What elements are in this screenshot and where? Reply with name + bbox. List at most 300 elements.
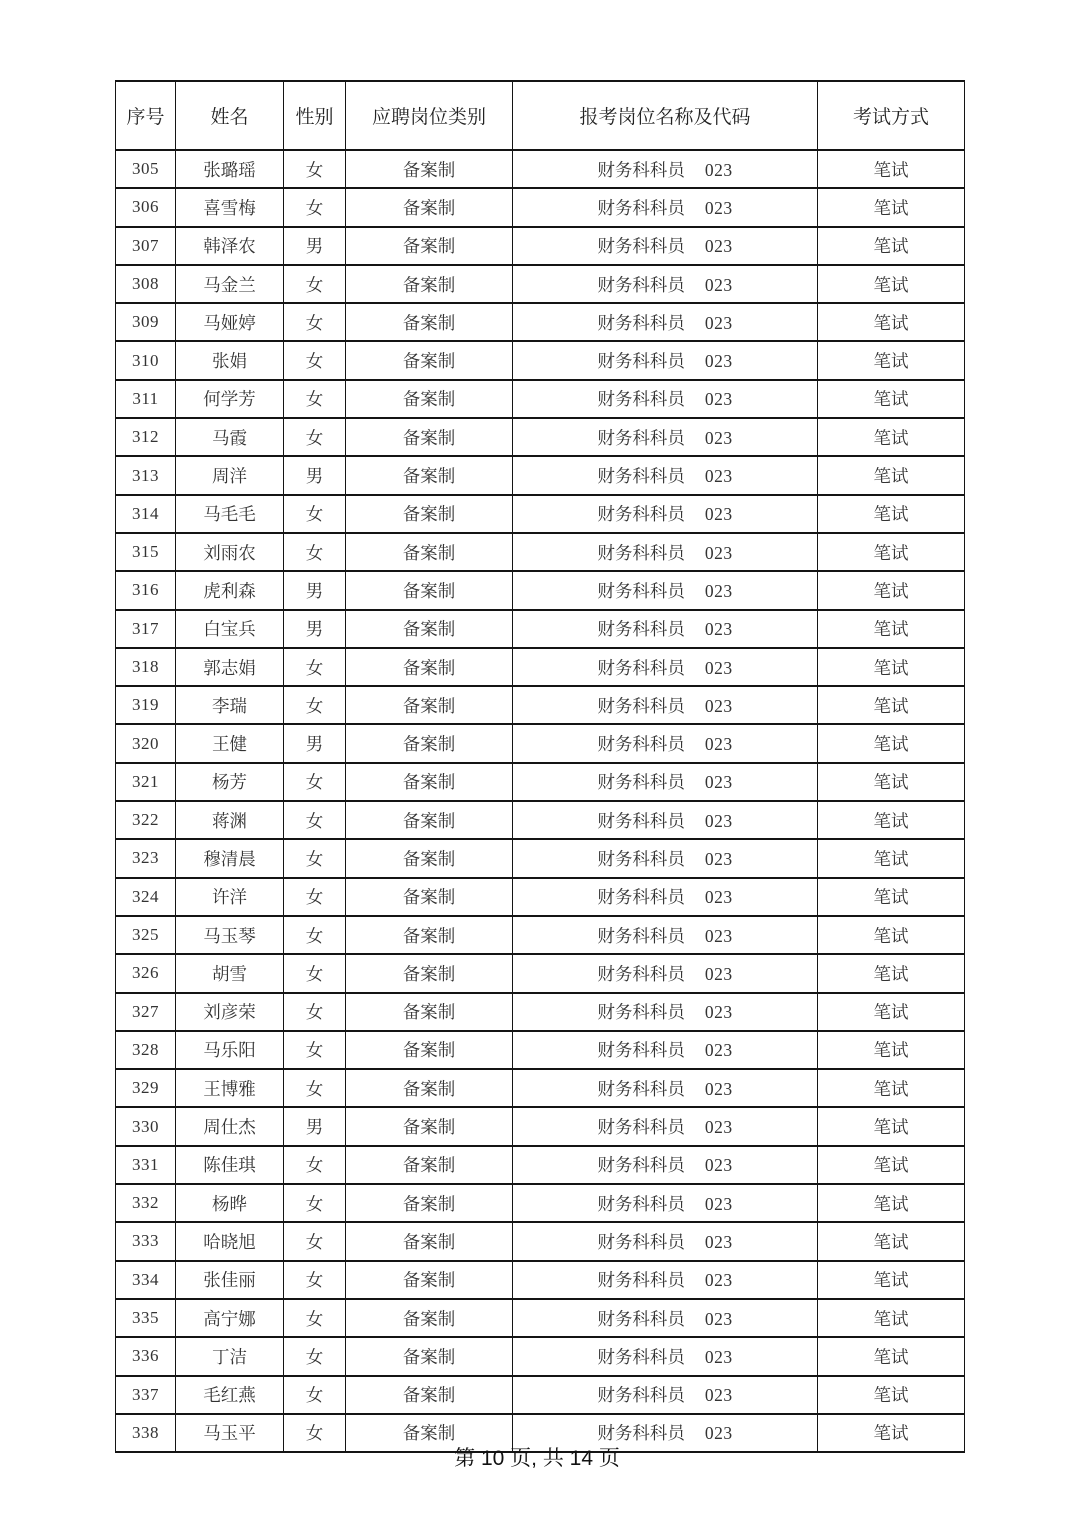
position-name: 财务科科员 [597, 925, 685, 946]
table-row [116, 227, 965, 265]
position-code: 023 [704, 236, 733, 257]
cell-name: 韩泽农 [176, 227, 284, 265]
position-code: 023 [704, 427, 733, 448]
cell-category: 备案制 [346, 878, 513, 916]
cell-exam: 笔试 [818, 533, 965, 571]
position-code: 023 [704, 1193, 733, 1214]
cell-serial: 325 [116, 916, 176, 954]
cell-serial: 337 [116, 1376, 176, 1414]
cell-exam: 笔试 [818, 341, 965, 379]
cell-gender: 女 [284, 418, 346, 456]
cell-category: 备案制 [346, 227, 513, 265]
position-name: 财务科科员 [597, 504, 685, 525]
position-name: 财务科科员 [597, 351, 685, 372]
position-code: 023 [704, 848, 733, 869]
cell-name: 郭志娟 [176, 648, 284, 686]
col-header-serial: 序号 [116, 81, 176, 150]
cell-name: 陈佳琪 [176, 1146, 284, 1184]
cell-position [513, 227, 818, 265]
cell-name: 蒋渊 [176, 801, 284, 839]
cell-exam: 笔试 [818, 686, 965, 724]
cell-category: 备案制 [346, 341, 513, 379]
cell-serial: 308 [116, 265, 176, 303]
position-code: 023 [704, 619, 733, 640]
cell-position [513, 878, 818, 916]
cell-position [513, 380, 818, 418]
cell-serial: 319 [116, 686, 176, 724]
applicants-table [115, 80, 965, 1453]
cell-category: 备案制 [346, 456, 513, 494]
cell-exam: 笔试 [818, 1222, 965, 1260]
position-code: 023 [704, 1308, 733, 1329]
table-body [116, 150, 965, 1452]
cell-gender: 女 [284, 801, 346, 839]
table-row [116, 1031, 965, 1069]
position-code: 023 [704, 1117, 733, 1138]
cell-serial: 314 [116, 495, 176, 533]
cell-category: 备案制 [346, 993, 513, 1031]
cell-exam: 笔试 [818, 1031, 965, 1069]
table-row [116, 916, 965, 954]
page-indicator: 第 10 页, 共 14 页 [454, 1447, 620, 1470]
cell-exam: 笔试 [818, 1261, 965, 1299]
cell-name: 许洋 [176, 878, 284, 916]
position-code: 023 [704, 274, 733, 295]
cell-exam: 笔试 [818, 954, 965, 992]
table-row [116, 1107, 965, 1145]
cell-name: 胡雪 [176, 954, 284, 992]
cell-category: 备案制 [346, 648, 513, 686]
cell-exam: 笔试 [818, 1376, 965, 1414]
position-code: 023 [704, 810, 733, 831]
position-code: 023 [704, 887, 733, 908]
cell-position [513, 1184, 818, 1222]
cell-name: 张佳丽 [176, 1261, 284, 1299]
cell-name: 刘彦荣 [176, 993, 284, 1031]
cell-gender: 女 [284, 878, 346, 916]
position-code: 023 [704, 925, 733, 946]
cell-category: 备案制 [346, 1299, 513, 1337]
applicant-roster-sheet [115, 80, 965, 1453]
cell-serial: 312 [116, 418, 176, 456]
cell-position [513, 1107, 818, 1145]
cell-position [513, 916, 818, 954]
cell-name: 高宁娜 [176, 1299, 284, 1337]
cell-gender: 女 [284, 188, 346, 226]
cell-name: 杨晔 [176, 1184, 284, 1222]
cell-gender: 女 [284, 380, 346, 418]
cell-exam: 笔试 [818, 1184, 965, 1222]
cell-gender: 女 [284, 1184, 346, 1222]
cell-serial: 332 [116, 1184, 176, 1222]
cell-serial: 335 [116, 1299, 176, 1337]
cell-gender: 女 [284, 1376, 346, 1414]
cell-serial: 322 [116, 801, 176, 839]
cell-position [513, 1376, 818, 1414]
cell-position [513, 1337, 818, 1375]
table-row [116, 1222, 965, 1260]
cell-name: 丁洁 [176, 1337, 284, 1375]
cell-category: 备案制 [346, 1376, 513, 1414]
position-code: 023 [704, 734, 733, 755]
position-name: 财务科科员 [597, 1155, 685, 1176]
position-code: 023 [704, 1231, 733, 1252]
cell-category: 备案制 [346, 1184, 513, 1222]
cell-exam: 笔试 [818, 1299, 965, 1337]
cell-name: 李瑞 [176, 686, 284, 724]
table-row [116, 801, 965, 839]
cell-serial: 329 [116, 1069, 176, 1107]
cell-exam: 笔试 [818, 456, 965, 494]
position-code: 023 [704, 542, 733, 563]
cell-exam: 笔试 [818, 993, 965, 1031]
cell-serial: 311 [116, 380, 176, 418]
cell-position [513, 418, 818, 456]
cell-position [513, 724, 818, 762]
cell-serial: 317 [116, 610, 176, 648]
table-row [116, 265, 965, 303]
cell-category: 备案制 [346, 916, 513, 954]
cell-serial: 331 [116, 1146, 176, 1184]
cell-gender: 女 [284, 1337, 346, 1375]
cell-position [513, 993, 818, 1031]
cell-exam: 笔试 [818, 1414, 965, 1452]
cell-category: 备案制 [346, 1031, 513, 1069]
cell-position [513, 265, 818, 303]
position-name: 财务科科员 [597, 427, 685, 448]
cell-category: 备案制 [346, 839, 513, 877]
table-row [116, 571, 965, 609]
position-name: 财务科科员 [597, 1308, 685, 1329]
col-header-position: 报考岗位名称及代码 [513, 81, 818, 150]
table-header [116, 81, 965, 150]
position-name: 财务科科员 [597, 848, 685, 869]
cell-name: 马金兰 [176, 265, 284, 303]
cell-serial: 321 [116, 763, 176, 801]
cell-exam: 笔试 [818, 380, 965, 418]
position-name: 财务科科员 [597, 580, 685, 601]
position-name: 财务科科员 [597, 542, 685, 563]
table-row [116, 1299, 965, 1337]
table-row [116, 303, 965, 341]
position-code: 023 [704, 466, 733, 487]
cell-name: 马霞 [176, 418, 284, 456]
col-header-gender: 性别 [284, 81, 346, 150]
cell-category: 备案制 [346, 1107, 513, 1145]
cell-exam: 笔试 [818, 188, 965, 226]
cell-serial: 327 [116, 993, 176, 1031]
cell-serial: 305 [116, 150, 176, 188]
cell-category: 备案制 [346, 188, 513, 226]
cell-exam: 笔试 [818, 1337, 965, 1375]
cell-gender: 女 [284, 1069, 346, 1107]
table-row [116, 686, 965, 724]
cell-category: 备案制 [346, 1146, 513, 1184]
table-row [116, 993, 965, 1031]
cell-position [513, 533, 818, 571]
cell-gender: 女 [284, 916, 346, 954]
position-name: 财务科科员 [597, 887, 685, 908]
cell-position [513, 571, 818, 609]
position-name: 财务科科员 [597, 1002, 685, 1023]
cell-exam: 笔试 [818, 227, 965, 265]
cell-serial: 334 [116, 1261, 176, 1299]
position-name: 财务科科员 [597, 1117, 685, 1138]
position-name: 财务科科员 [597, 1231, 685, 1252]
position-code: 023 [704, 1270, 733, 1291]
cell-category: 备案制 [346, 1337, 513, 1375]
cell-position [513, 1222, 818, 1260]
cell-position [513, 839, 818, 877]
cell-name: 杨芳 [176, 763, 284, 801]
cell-category: 备案制 [346, 265, 513, 303]
position-code: 023 [704, 389, 733, 410]
position-code: 023 [704, 1002, 733, 1023]
cell-position [513, 648, 818, 686]
cell-name: 马玉平 [176, 1414, 284, 1452]
position-code: 023 [704, 1040, 733, 1061]
cell-exam: 笔试 [818, 1146, 965, 1184]
position-code: 023 [704, 657, 733, 678]
cell-name: 白宝兵 [176, 610, 284, 648]
cell-gender: 男 [284, 227, 346, 265]
cell-name: 张娟 [176, 341, 284, 379]
cell-category: 备案制 [346, 1222, 513, 1260]
position-name: 财务科科员 [597, 197, 685, 218]
cell-serial: 336 [116, 1337, 176, 1375]
position-code: 023 [704, 197, 733, 218]
cell-name: 虎利森 [176, 571, 284, 609]
position-name: 财务科科员 [597, 1423, 685, 1444]
cell-gender: 女 [284, 1146, 346, 1184]
cell-category: 备案制 [346, 1261, 513, 1299]
position-name: 财务科科员 [597, 1270, 685, 1291]
cell-name: 马娅婷 [176, 303, 284, 341]
cell-serial: 306 [116, 188, 176, 226]
cell-serial: 307 [116, 227, 176, 265]
position-name: 财务科科员 [597, 657, 685, 678]
cell-name: 穆清晨 [176, 839, 284, 877]
table-row [116, 954, 965, 992]
cell-name: 马玉琴 [176, 916, 284, 954]
cell-name: 周仕杰 [176, 1107, 284, 1145]
cell-exam: 笔试 [818, 648, 965, 686]
position-code: 023 [704, 695, 733, 716]
cell-exam: 笔试 [818, 303, 965, 341]
cell-serial: 326 [116, 954, 176, 992]
position-code: 023 [704, 1385, 733, 1406]
cell-gender: 男 [284, 610, 346, 648]
position-code: 023 [704, 772, 733, 793]
position-name: 财务科科员 [597, 159, 685, 180]
col-header-category: 应聘岗位类别 [346, 81, 513, 150]
cell-category: 备案制 [346, 303, 513, 341]
cell-category: 备案制 [346, 1069, 513, 1107]
position-code: 023 [704, 1078, 733, 1099]
cell-gender: 女 [284, 648, 346, 686]
cell-serial: 328 [116, 1031, 176, 1069]
cell-exam: 笔试 [818, 1107, 965, 1145]
cell-serial: 313 [116, 456, 176, 494]
cell-exam: 笔试 [818, 763, 965, 801]
cell-position [513, 495, 818, 533]
cell-name: 马毛毛 [176, 495, 284, 533]
cell-position [513, 188, 818, 226]
position-name: 财务科科员 [597, 963, 685, 984]
position-code: 023 [704, 580, 733, 601]
cell-exam: 笔试 [818, 1069, 965, 1107]
position-name: 财务科科员 [597, 312, 685, 333]
table-row [116, 495, 965, 533]
cell-position [513, 801, 818, 839]
cell-serial: 318 [116, 648, 176, 686]
cell-exam: 笔试 [818, 571, 965, 609]
table-row [116, 648, 965, 686]
cell-gender: 女 [284, 533, 346, 571]
position-name: 财务科科员 [597, 466, 685, 487]
header-row [116, 81, 965, 150]
table-row [116, 610, 965, 648]
table-row [116, 1069, 965, 1107]
cell-serial: 324 [116, 878, 176, 916]
cell-position [513, 954, 818, 992]
table-row [116, 418, 965, 456]
table-row [116, 341, 965, 379]
cell-gender: 女 [284, 1031, 346, 1069]
position-code: 023 [704, 351, 733, 372]
position-name: 财务科科员 [597, 810, 685, 831]
position-name: 财务科科员 [597, 695, 685, 716]
cell-category: 备案制 [346, 495, 513, 533]
table-row [116, 878, 965, 916]
cell-gender: 女 [284, 1299, 346, 1337]
table-row [116, 1184, 965, 1222]
position-name: 财务科科员 [597, 619, 685, 640]
cell-gender: 女 [284, 150, 346, 188]
cell-gender: 女 [284, 303, 346, 341]
cell-gender: 女 [284, 265, 346, 303]
cell-name: 刘雨农 [176, 533, 284, 571]
cell-gender: 男 [284, 724, 346, 762]
table-row [116, 456, 965, 494]
cell-gender: 女 [284, 495, 346, 533]
position-name: 财务科科员 [597, 1078, 685, 1099]
cell-category: 备案制 [346, 418, 513, 456]
cell-category: 备案制 [346, 1414, 513, 1452]
cell-serial: 320 [116, 724, 176, 762]
cell-name: 喜雪梅 [176, 188, 284, 226]
cell-exam: 笔试 [818, 418, 965, 456]
cell-exam: 笔试 [818, 801, 965, 839]
position-name: 财务科科员 [597, 274, 685, 295]
cell-category: 备案制 [346, 724, 513, 762]
cell-exam: 笔试 [818, 265, 965, 303]
cell-position [513, 1069, 818, 1107]
cell-exam: 笔试 [818, 495, 965, 533]
position-code: 023 [704, 1423, 733, 1444]
cell-gender: 女 [284, 954, 346, 992]
cell-position [513, 1031, 818, 1069]
cell-category: 备案制 [346, 801, 513, 839]
cell-category: 备案制 [346, 610, 513, 648]
cell-gender: 女 [284, 993, 346, 1031]
table-row [116, 188, 965, 226]
cell-position [513, 1261, 818, 1299]
cell-gender: 男 [284, 456, 346, 494]
cell-exam: 笔试 [818, 724, 965, 762]
cell-exam: 笔试 [818, 610, 965, 648]
position-name: 财务科科员 [597, 236, 685, 257]
cell-gender: 女 [284, 686, 346, 724]
position-code: 023 [704, 159, 733, 180]
cell-position [513, 686, 818, 724]
cell-exam: 笔试 [818, 839, 965, 877]
cell-gender: 女 [284, 763, 346, 801]
cell-position [513, 1299, 818, 1337]
cell-category: 备案制 [346, 686, 513, 724]
cell-category: 备案制 [346, 954, 513, 992]
cell-gender: 男 [284, 571, 346, 609]
cell-name: 哈晓旭 [176, 1222, 284, 1260]
position-code: 023 [704, 312, 733, 333]
cell-category: 备案制 [346, 150, 513, 188]
position-name: 财务科科员 [597, 389, 685, 410]
cell-gender: 女 [284, 1261, 346, 1299]
cell-category: 备案制 [346, 763, 513, 801]
cell-position [513, 303, 818, 341]
cell-serial: 316 [116, 571, 176, 609]
cell-exam: 笔试 [818, 916, 965, 954]
cell-serial: 310 [116, 341, 176, 379]
position-name: 财务科科员 [597, 1346, 685, 1367]
cell-category: 备案制 [346, 571, 513, 609]
table-row [116, 1261, 965, 1299]
table-row [116, 1337, 965, 1375]
cell-exam: 笔试 [818, 150, 965, 188]
position-code: 023 [704, 963, 733, 984]
table-row [116, 533, 965, 571]
cell-position [513, 763, 818, 801]
position-name: 财务科科员 [597, 1193, 685, 1214]
cell-name: 毛红燕 [176, 1376, 284, 1414]
table-row [116, 763, 965, 801]
table-row [116, 839, 965, 877]
cell-position [513, 150, 818, 188]
cell-gender: 女 [284, 1414, 346, 1452]
cell-gender: 女 [284, 1222, 346, 1260]
cell-serial: 315 [116, 533, 176, 571]
cell-category: 备案制 [346, 380, 513, 418]
position-code: 023 [704, 504, 733, 525]
cell-gender: 女 [284, 341, 346, 379]
table-row [116, 724, 965, 762]
position-code: 023 [704, 1155, 733, 1176]
cell-serial: 338 [116, 1414, 176, 1452]
cell-gender: 男 [284, 1107, 346, 1145]
table-row [116, 150, 965, 188]
col-header-exam: 考试方式 [818, 81, 965, 150]
table-row [116, 380, 965, 418]
cell-position [513, 1146, 818, 1184]
table-row [116, 1376, 965, 1414]
position-name: 财务科科员 [597, 1040, 685, 1061]
cell-name: 周洋 [176, 456, 284, 494]
position-name: 财务科科员 [597, 772, 685, 793]
cell-name: 马乐阳 [176, 1031, 284, 1069]
cell-serial: 333 [116, 1222, 176, 1260]
col-header-name: 姓名 [176, 81, 284, 150]
cell-name: 张璐瑶 [176, 150, 284, 188]
